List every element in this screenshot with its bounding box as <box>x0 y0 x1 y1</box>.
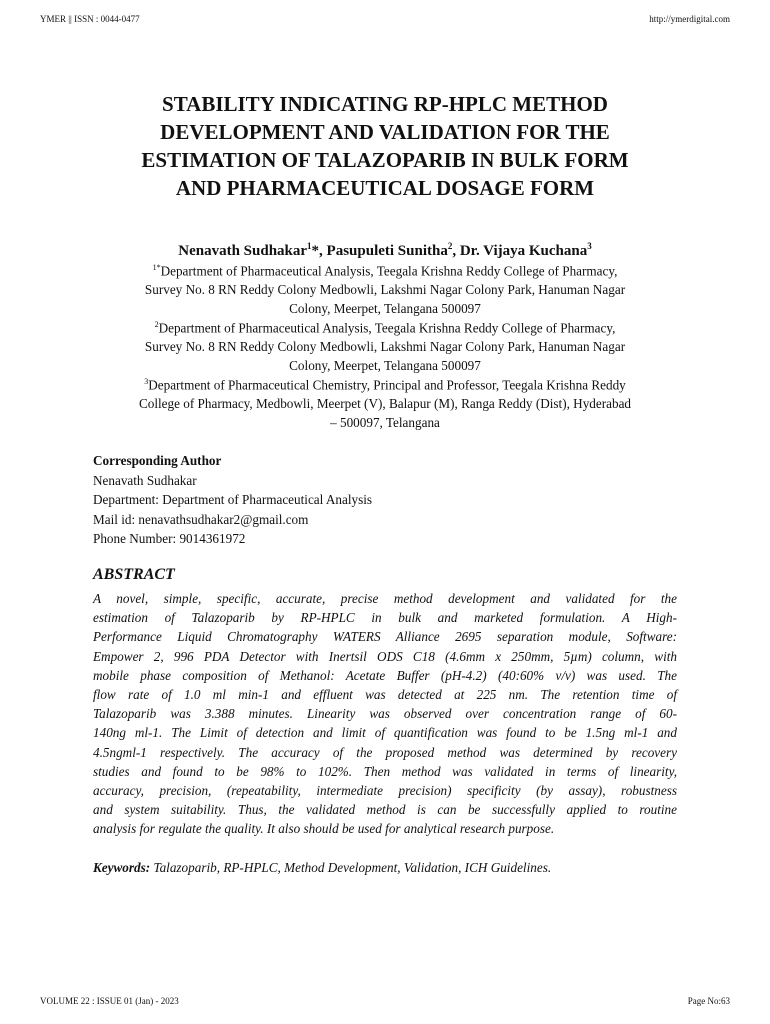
abstract-line: analysis for regulate the quality. It also should be used for analytical research purpose. <box>93 821 555 837</box>
abstract-line: mobile phase composition of Methanol: Acetate Buffer (pH-4.2) (40:60% v/v) was used. The <box>93 667 677 683</box>
affiliation-line: Survey No. 8 RN Reddy Colony Medbowli, Lakshmi Nagar Colony Park, Hanuman Nagar <box>144 282 626 298</box>
corresponding-author-phone: Phone Number: 9014361972 <box>93 531 246 546</box>
affiliation-line: – 500097, Telangana <box>330 415 440 431</box>
abstract-heading: ABSTRACT <box>93 566 175 583</box>
affiliation-3 <box>60 372 710 432</box>
affiliation-line: Survey No. 8 RN Reddy Colony Medbowli, Lakshmi Nagar Colony Park, Hanuman Nagar <box>144 339 626 355</box>
title-line: ESTIMATION OF TALAZOPARIB IN BULK FORM <box>141 148 629 172</box>
paper-title <box>60 90 710 202</box>
keywords <box>93 860 551 876</box>
journal-url[interactable]: http://ymerdigital.com <box>649 14 730 24</box>
affiliation-text: Department of Pharmaceutical Chemistry, Principal and Professor, Teegala Krishna Reddy <box>148 377 626 393</box>
affiliation-line <box>60 372 710 394</box>
keywords-label: Keywords: <box>93 860 151 875</box>
abstract-line: accuracy, precision, (repeatability, intermediate precision) specificity (by assay), robustness <box>93 783 677 799</box>
abstract-line: 4.5ngml-1 respectively. The accuracy of the proposed method was determined by recovery <box>93 744 677 760</box>
abstract-line: and system suitability. Thus, the validated method is can be successfully applied to routine <box>93 802 677 818</box>
author-separator: , <box>452 243 460 259</box>
corresponding-author-heading: Corresponding Author <box>93 453 222 468</box>
affiliation-text: Department of Pharmaceutical Analysis, Teegala Krishna Reddy College of Pharmacy, <box>160 263 618 279</box>
journal-issn: YMER || ISSN : 0044-0477 <box>40 14 140 24</box>
corresponding-author-department: Department: Department of Pharmaceutical Analysis <box>93 492 373 507</box>
corresponding-author-block <box>93 451 372 549</box>
affiliation-line <box>60 258 710 280</box>
page-header <box>40 14 730 28</box>
affiliation-2 <box>60 315 710 375</box>
affiliation-line: College of Pharmacy, Medbowli, Meerpet (V), Balapur (M), Ranga Reddy (Dist), Hyderabad <box>138 396 632 412</box>
affiliation-line: Colony, Meerpet, Telangana 500097 <box>289 301 481 317</box>
affiliation-text: Department of Pharmaceutical Analysis, Teegala Krishna Reddy College of Pharmacy, <box>158 320 616 336</box>
abstract-body <box>93 589 677 839</box>
author-separator: *, <box>311 243 327 259</box>
keywords-text: Talazoparib, RP-HPLC, Method Development, Validation, ICH Guidelines. <box>153 860 552 875</box>
abstract-line: A novel, simple, specific, accurate, precise method development and validated for the <box>93 591 677 606</box>
abstract-line: Performance Liquid Chromatography WATERS Alliance 2695 separation module, Software: <box>93 629 677 645</box>
author-affil-marker: 1 <box>307 241 312 251</box>
title-line: STABILITY INDICATING RP-HPLC METHOD <box>162 92 608 116</box>
affiliation-marker: 1* <box>152 263 161 272</box>
page-footer <box>40 996 730 1010</box>
abstract-line: 140ng ml-1. The Limit of detection and limit of quantification was found to be 1.5ng ml-1 and <box>93 725 677 741</box>
author-name: Pasupuleti Sunitha <box>326 243 448 259</box>
abstract-line: estimation of Talazoparib by RP-HPLC in bulk and marketed formulation. A High- <box>93 610 677 626</box>
title-line: DEVELOPMENT AND VALIDATION FOR THE <box>160 120 610 144</box>
author-affil-marker: 3 <box>587 241 592 251</box>
corresponding-author-name: Nenavath Sudhakar <box>93 472 197 488</box>
abstract-line: studies and found to be 98% to 102%. Then method was validated in terms of linearity, <box>93 763 677 779</box>
affiliation-marker: 3 <box>144 377 149 386</box>
author-affil-marker: 2 <box>447 241 453 251</box>
abstract-line: flow rate of 1.0 ml min-1 and effluent was detected at 225 nm. The retention time of <box>93 687 677 703</box>
corresponding-author-email[interactable]: Mail id: nenavathsudhakar2@gmail.com <box>93 511 309 527</box>
abstract-line: Talazoparib was 3.388 minutes. Linearity was observed over concentration range of 60- <box>93 706 677 722</box>
affiliation-marker: 2 <box>154 320 159 329</box>
abstract-line: Empower 2, 996 PDA Detector with Inertsil ODS C18 (4.6mm x 250mm, 5µm) column, with <box>93 648 677 664</box>
affiliation-line: Colony, Meerpet, Telangana 500097 <box>289 358 481 374</box>
affiliation-line <box>60 315 710 337</box>
title-line: AND PHARMACEUTICAL DOSAGE FORM <box>175 176 595 200</box>
author-name: Dr. Vijaya Kuchana <box>459 243 588 259</box>
volume-issue: VOLUME 22 : ISSUE 01 (Jan) - 2023 <box>40 996 179 1006</box>
author-name: Nenavath Sudhakar <box>178 243 308 259</box>
affiliation-1 <box>60 258 710 318</box>
page-number: Page No:63 <box>687 996 730 1006</box>
